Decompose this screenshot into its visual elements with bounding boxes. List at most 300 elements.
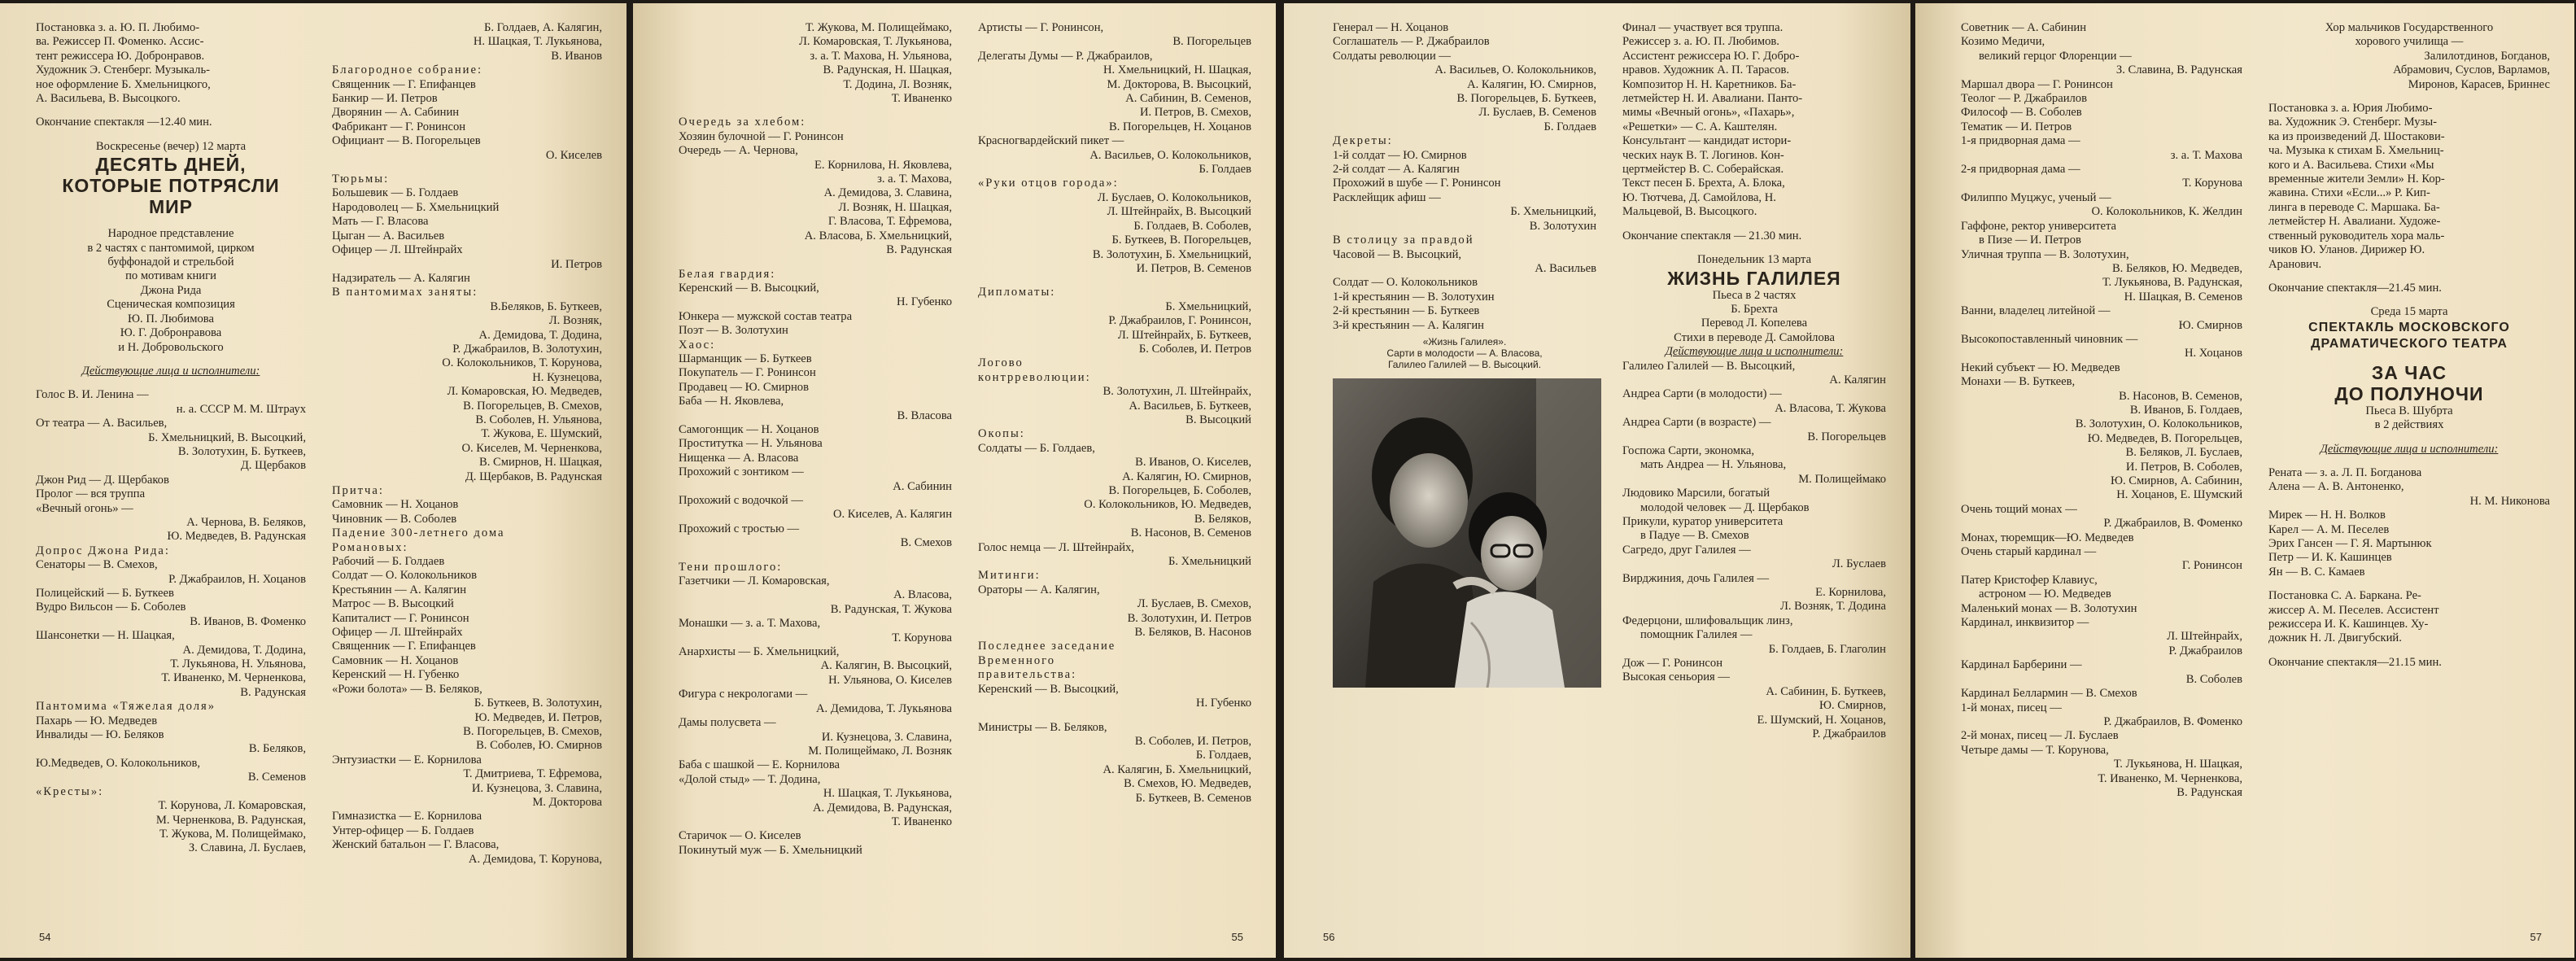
text-line: В. Золотухин, Б. Хмельницкий, xyxy=(1092,247,1251,261)
text-line: А. Калягин, Ю. Смирнов, xyxy=(1122,470,1251,483)
text-line: Н. Шацкая, В. Семенов xyxy=(2124,290,2242,304)
text-line: мать Андреа — Н. Ульянова, xyxy=(1640,458,1787,472)
text-line: Хозяин булочной — Г. Ронинсон xyxy=(679,129,844,143)
spacer xyxy=(2268,272,2550,282)
text-line: М. Черненкова, В. Радунская, xyxy=(155,813,306,827)
text-line: О. Киселев, А. Калягин xyxy=(832,508,952,522)
text-line: Пахарь — Ю. Медведев xyxy=(36,714,158,727)
spacer xyxy=(36,130,306,140)
text-line: В. Погорельцев, В. Смехов, xyxy=(463,724,602,738)
text-line: В. Соболев, И. Петров, xyxy=(1134,734,1251,748)
text-line: Кардинал, инквизитор — xyxy=(1961,616,2089,630)
text-line: Самовник — Н. Хоцанов xyxy=(332,498,459,512)
text-line: Падение 300-летнего дома xyxy=(332,526,505,540)
spacer xyxy=(2268,579,2550,589)
text-line: ка из произведений Д. Шостакови- xyxy=(2268,129,2445,143)
text-line: Полицейский — Б. Буткеев xyxy=(36,587,174,600)
text-line: Прохожий в шубе — Г. Ронинсон xyxy=(1333,177,1501,190)
text-line: Некий субъект — Ю. Медведев xyxy=(1961,360,2120,374)
text-line: временные жители Земли» Н. Кор- xyxy=(2268,173,2445,186)
text-line: «Долой стыд» — Т. Додина, xyxy=(679,772,821,786)
text-line: А. Сабинин, Б. Буткеев, xyxy=(1766,684,1886,698)
text-line: Прохожий с водочкой — xyxy=(679,494,803,507)
text-line: Д. Щербаков xyxy=(240,459,306,473)
spacer xyxy=(978,276,1251,286)
text-line: О. Колокольников, Ю. Медведев, xyxy=(1084,498,1251,512)
text-line: 1-й крестьянин — В. Золотухин xyxy=(1333,290,1495,304)
page-55-column-2 xyxy=(965,21,1276,925)
page-56-column-1 xyxy=(1284,21,1609,925)
text-line: А. Демидова, В. Радунская, xyxy=(812,801,952,815)
text-line: 2-я придворная дама — xyxy=(1961,163,2080,177)
text-line: Л. Возняк, Н. Шацкая, xyxy=(838,200,952,214)
text-line: В. Соболев, Н. Ульянова, xyxy=(475,413,602,426)
text-line: Филиппо Муцжус, ученый — xyxy=(1961,190,2111,204)
text-line: Постановка з. а. Юрия Любимо- xyxy=(2268,102,2433,116)
page-55 xyxy=(633,3,1276,958)
text-line: А. Власова, Т. Жукова xyxy=(1775,401,1886,415)
text-line: Очень старый кардинал — xyxy=(1961,545,2097,559)
text-line: ДРАМАТИЧЕСКОГО ТЕАТРА xyxy=(2311,336,2508,351)
text-line: Священник — Г. Епифанцев xyxy=(332,77,476,91)
text-line: з. а. Т. Махова, Н. Ульянова, xyxy=(810,49,952,63)
text-line: Ю.Медведев, О. Колокольников, xyxy=(36,756,201,770)
text-line: Нищенка — А. Власова xyxy=(679,451,799,465)
text-line: астроном — Ю. Медведев xyxy=(1979,588,2111,601)
text-line: ДО ПОЛУНОЧИ xyxy=(2334,382,2484,404)
text-line: И. Петров, В. Семенов xyxy=(1136,261,1251,275)
text-line: Воскресенье (вечер) 12 марта xyxy=(95,139,247,153)
text-line: Окопы: xyxy=(978,427,1025,441)
text-line: Сагредо, друг Галилея — xyxy=(1622,543,1751,557)
text-line: Б. Хмельницкий, В. Высоцкий, xyxy=(148,430,306,444)
text-line: Тематик — И. Петров xyxy=(1961,120,2072,133)
text-line: Шарманщик — Б. Буткеев xyxy=(679,352,812,365)
text-line: Допрос Джона Рида: xyxy=(36,544,170,557)
text-line: жавина. Стихи «Если...» Р. Кип- xyxy=(2268,186,2430,200)
text-line: Митинги: xyxy=(978,569,1041,583)
text-line: Ю. Смирнов xyxy=(2178,318,2242,332)
spacer xyxy=(679,258,952,268)
text-line: М. Полищеймако xyxy=(1798,472,1886,486)
text-line: Б. Соболев, И. Петров xyxy=(1138,342,1251,356)
text-line: Т. Иваненко xyxy=(891,815,952,828)
spacer xyxy=(332,163,602,173)
text-line: ЗА ЧАС xyxy=(2371,361,2447,383)
text-line: А. Васильева, В. Высоцкого. xyxy=(36,92,181,106)
page-56 xyxy=(1284,3,1910,958)
text-line: Козимо Медичи, xyxy=(1961,35,2046,49)
text-line: Уличная труппа — В. Золотухин, xyxy=(1961,247,2129,261)
text-line: Е. Корнилова, Н. Яковлева, xyxy=(814,158,952,172)
right-spread xyxy=(1284,3,2576,958)
text-line: Энтузиастки — Е. Корнилова xyxy=(332,753,482,767)
text-line: В. Семенов xyxy=(247,771,306,784)
text-line: чиков Ю. Уланов. Дирижер Ю. xyxy=(2268,243,2425,257)
text-line: Т. Жукова, М. Полищеймако, xyxy=(159,827,306,841)
text-line: Р. Джабраилов xyxy=(2168,644,2242,657)
text-line: Философ — В. Соболев xyxy=(1961,106,2082,120)
text-line: Л. Возняк, xyxy=(548,314,602,328)
text-line: в Падуе — В. Смехов xyxy=(1640,529,1749,543)
text-line: Т. Жукова, М. Полищеймако, xyxy=(806,21,952,34)
text-line: ственный руководитель хора маль- xyxy=(2268,229,2445,242)
text-line: В. Радунская, Н. Шацкая, xyxy=(823,63,952,77)
text-line: В. Смехов xyxy=(900,536,952,550)
text-line: Цыган — А. Васильев xyxy=(332,229,445,242)
text-line: Пьеса в 2 частях xyxy=(1712,288,1797,302)
text-line: Р. Джабраилов, Н. Хоцанов xyxy=(168,572,306,586)
text-line: В. Радунская xyxy=(2177,785,2242,799)
text-line: Прикули, куратор университета xyxy=(1622,515,1784,528)
text-line: Б. Буткеев, В. Золотухин, xyxy=(474,697,602,710)
text-line: Дипломаты: xyxy=(978,286,1056,299)
text-line: И. Петров xyxy=(551,257,602,271)
page-number: 57 xyxy=(2530,931,2542,943)
text-line: Б. Брехта xyxy=(1731,302,1778,316)
text-line: Офицер — Л. Штейнрайх xyxy=(332,243,463,257)
photo-caption-line: «Жизнь Галилея». xyxy=(1422,335,1507,347)
text-line: Н. Губенко xyxy=(897,295,952,309)
text-line: Н. Хоцанов xyxy=(2184,347,2242,360)
text-line: н. а. СССР М. М. Штраух xyxy=(176,402,306,416)
text-line: Н. Хмельницкий, Н. Шацкая, xyxy=(1102,63,1251,77)
text-line: Андреа Сарти (в молодости) — xyxy=(1622,387,1782,401)
text-line: Декреты: xyxy=(1333,134,1393,148)
text-line: В. Беляков, xyxy=(248,742,306,756)
text-line: А. Демидова, Т. Лукьянова xyxy=(815,701,952,715)
text-line: А. Васильев, О. Колокольников, xyxy=(1089,148,1251,162)
spacer xyxy=(978,711,1251,721)
spacer xyxy=(36,355,306,365)
text-line: Т. Лукьянова, Н. Ульянова, xyxy=(170,657,306,671)
text-line: В столицу за правдой xyxy=(1333,234,1474,247)
text-line: Т. Иваненко, М. Черненкова, xyxy=(2098,771,2242,785)
text-line: В. Золотухин, И. Петров xyxy=(1127,611,1251,625)
text-line: з. а. Т. Махова, xyxy=(877,173,952,186)
text-line: В. Власова xyxy=(897,408,952,422)
spacer xyxy=(1622,220,1886,229)
text-line: Патер Кристофер Клавиус, xyxy=(1961,573,2098,587)
text-line: Вудро Вильсон — Б. Соболев xyxy=(36,601,186,614)
text-line: дожник Н. Л. Двигубский. xyxy=(2268,631,2402,645)
text-line: З. Славина, Л. Буслаев, xyxy=(188,841,306,855)
text-line: Н. М. Никонова xyxy=(2469,494,2550,508)
text-line: Сценическая композиция xyxy=(107,298,235,312)
text-line: Б. Хмельницкий, xyxy=(1165,299,1251,313)
text-line: Б. Голдаев, А. Калягин, xyxy=(483,21,602,34)
text-line: нравов. Художник А. П. Тарасов. xyxy=(1622,63,1790,77)
text-line: Самогонщик — Н. Хоцанов xyxy=(679,422,819,436)
text-line: В. Смирнов, Н. Шацкая, xyxy=(479,456,602,470)
text-line: Н. Шацкая, Т. Лукьянова, xyxy=(473,35,602,49)
text-line: Т. Корунова xyxy=(2182,177,2242,190)
text-line: Дамы полусвета — xyxy=(679,716,776,730)
text-line: Д. Щербаков, В. Радунская xyxy=(465,470,602,483)
text-line: А. Демидова, Т. Додина, xyxy=(182,643,306,657)
text-line: М. Докторова xyxy=(532,795,602,809)
text-line: А. Демидова, Т. Корунова, xyxy=(468,852,602,866)
text-line: Андреа Сарти (в возрасте) — xyxy=(1622,416,1771,430)
text-line: В. Соболев, Ю. Смирнов xyxy=(476,739,602,753)
text-line: Часовой — В. Высоцкий, xyxy=(1333,247,1462,261)
text-line: Гаффоне, ректор университета xyxy=(1961,219,2117,233)
spacer xyxy=(1622,243,1886,253)
text-line: Г. Ронинсон xyxy=(2181,559,2242,573)
text-line: В. Беляков, В. Насонов xyxy=(1134,626,1251,640)
text-line: летмейстер Н. И. Авалиани. Панто- xyxy=(1622,92,1803,106)
text-line: Людовико Марсили, богатый xyxy=(1622,487,1770,500)
text-line: молодой человек — Д. Щербаков xyxy=(1640,500,1810,514)
spacer xyxy=(36,106,306,116)
text-line: Петр — И. К. Кашинцев xyxy=(2268,551,2392,565)
left-spread xyxy=(0,3,1276,958)
text-line: Официант — В. Погорельцев xyxy=(332,134,481,148)
text-line: Б. Голдаев, Б. Глаголин xyxy=(1768,642,1886,656)
text-line: Прохожий с тростью — xyxy=(679,522,800,535)
text-line: Монах, тюремщик—Ю. Медведев xyxy=(1961,531,2134,544)
text-line: КОТОРЫЕ ПОТРЯСЛИ xyxy=(62,175,280,197)
text-line: Л. Штейнрайх, xyxy=(2167,630,2242,644)
text-line: Священник — Г. Епифанцев xyxy=(332,640,476,653)
text-line: Миронов, Карасев, Бриннес xyxy=(2408,77,2550,91)
text-line: режиссера И. К. Кашинцев. Ху- xyxy=(2268,618,2429,631)
text-line: В. Насонов, В. Семенов xyxy=(1130,526,1251,540)
text-line: Н. Хоцанов, Е. Шумский xyxy=(2116,488,2242,502)
text-line: В. Погорельцев, Б. Соболев, xyxy=(1108,484,1251,497)
text-line: Финал — участвует вся труппа. xyxy=(1622,21,1784,34)
text-line: Б. Голдаев xyxy=(1198,163,1251,177)
text-line: ческих наук В. Т. Логинов. Кон- xyxy=(1622,148,1784,162)
text-line: Ю. Медведев, И. Петров, xyxy=(474,710,602,724)
text-line: Б. Хмельницкий, xyxy=(1510,205,1596,219)
text-line: Художник Э. Стенберг. Музыкаль- xyxy=(36,63,210,77)
text-line: Делегаты Думы — Р. Джабраилов, xyxy=(978,49,1153,63)
text-line: О. Колокольников, К. Желдин xyxy=(2091,205,2242,219)
text-line: Мать — Г. Власова xyxy=(332,215,429,229)
text-line: А. Калягин xyxy=(1829,373,1886,387)
text-line: Расклейщик афиш — xyxy=(1333,190,1441,204)
text-line: Н. Ульянова, О. Киселев xyxy=(828,673,952,687)
text-line: Б. Голдаев, xyxy=(1195,749,1251,762)
text-line: О. Киселев xyxy=(545,148,602,162)
text-line: Высокопоставленный чиновник — xyxy=(1961,332,2138,346)
text-line: Л. Буслаев, В. Семенов xyxy=(1478,106,1596,120)
text-line: Т. Корунова xyxy=(892,631,952,644)
text-line: Л. Комаровская, Ю. Медведев, xyxy=(447,385,602,399)
text-line: Б. Голдаев xyxy=(1543,120,1596,133)
page-number: 56 xyxy=(1323,931,1335,943)
text-line: Вирджиния, дочь Галилея — xyxy=(1622,571,1770,585)
text-line: Джона Рида xyxy=(140,283,202,297)
text-line: Текст песен Б. Брехта, А. Блока, xyxy=(1622,177,1785,190)
text-line: Перевод Л. Копелева xyxy=(1701,317,1808,330)
text-line: в 2 действиях xyxy=(2374,418,2444,432)
text-line: В. Соболев xyxy=(2185,672,2242,686)
text-line: Абрамович, Суслов, Варламов, xyxy=(2393,63,2550,77)
text-line: В. Иванов, О. Киселев, xyxy=(1135,456,1251,470)
text-line: Унтер-офицер — Б. Голдаев xyxy=(332,823,474,837)
text-line: От театра — А. Васильев, xyxy=(36,417,168,430)
text-line: Т. Жукова, Е. Шумский, xyxy=(481,427,602,441)
text-line: Мальцевой, В. Высоцкого. xyxy=(1622,205,1757,219)
text-line: А. Чернова, В. Беляков, xyxy=(186,515,306,529)
text-line: Высокая сеньория — xyxy=(1622,671,1730,684)
text-line: летмейстер Н. Авалиани. Художе- xyxy=(2268,215,2441,229)
text-line: В. Золотухин, О. Колокольников, xyxy=(2075,417,2242,431)
text-line: Монашки — з. а. Т. Махова, xyxy=(679,617,821,631)
text-line: Белая гвардия: xyxy=(679,267,776,281)
text-line: Газетчики — Л. Комаровская, xyxy=(679,574,830,588)
text-line: В. Погорельцев, Н. Хоцанов xyxy=(1108,120,1251,133)
text-line: Анархисты — Б. Хмельницкий, xyxy=(679,645,840,659)
text-line: 1-я придворная дама — xyxy=(1961,134,2080,148)
text-line: Р. Джабраилов, В. Фоменко xyxy=(2103,714,2242,728)
text-line: Солдаты революции — xyxy=(1333,49,1452,63)
text-line: Ю. Смирнов, xyxy=(1818,699,1886,713)
text-line: 2-й крестьянин — Б. Буткеев xyxy=(1333,304,1480,318)
spacer xyxy=(679,551,952,561)
spacer xyxy=(679,106,952,116)
text-line: кого и А. Васильева. Стихи «Мы xyxy=(2268,158,2434,172)
text-line: В. Радунская xyxy=(886,243,952,257)
text-line: Керенский — В. Высоцкий, xyxy=(679,281,819,295)
text-line: Крестьянин — А. Калягин xyxy=(332,583,466,596)
text-line: Действующие лица и исполнители: xyxy=(2320,442,2499,456)
text-line: МИР xyxy=(148,196,194,218)
text-line: В. Радунская, Т. Жукова xyxy=(830,602,952,616)
text-line: Л. Комаровская, Т. Лукьянова, xyxy=(798,35,952,49)
text-line: Композитор Н. Н. Каретников. Ба- xyxy=(1622,77,1797,91)
text-line: Советник — А. Сабинин xyxy=(1961,21,2087,34)
spacer xyxy=(2268,295,2550,305)
text-line: Действующие лица и исполнители: xyxy=(81,364,260,378)
text-line: Солдат — О. Колокольников xyxy=(332,569,477,583)
text-line: В. Иванов, Б. Голдаев, xyxy=(2129,403,2242,417)
text-line: Ванни, владелец литейной — xyxy=(1961,304,2111,318)
text-line: Т. Додина, Л. Возняк, xyxy=(843,77,952,91)
text-line: Н. Губенко xyxy=(1196,697,1251,710)
text-line: В. Беляков, xyxy=(1194,512,1251,526)
text-line: Залилотдинов, Богданов, xyxy=(2424,49,2550,63)
text-line: Четыре дамы — Т. Корунова, xyxy=(1961,743,2109,757)
text-line: О. Колокольников, Т. Корунова, xyxy=(442,356,602,370)
text-line: Среда 15 марта xyxy=(2370,305,2448,319)
page-55-column-1 xyxy=(633,21,965,925)
text-line: Самовник — Н. Хоцанов xyxy=(332,653,459,667)
text-line: Пролог — вся труппа xyxy=(36,487,146,501)
page-57 xyxy=(1915,3,2574,958)
text-line: А. Сабинин xyxy=(893,479,952,493)
text-line: великий герцог Флоренции — xyxy=(1979,49,2132,63)
text-line: Продавец — Ю. Смирнов xyxy=(679,380,809,394)
text-line: Хаос: xyxy=(679,338,716,352)
text-line: Покупатель — Г. Ронинсон xyxy=(679,366,816,380)
text-line: Б. Буткеев, В. Погорельцев, xyxy=(1111,234,1251,247)
text-line: В. Иванов, В. Фоменко xyxy=(190,614,306,628)
text-line: Фабрикант — Г. Ронинсон xyxy=(332,120,466,133)
text-line: 1-й монах, писец — xyxy=(1961,701,2062,714)
text-line: Т. Иваненко xyxy=(891,92,952,106)
text-line: А. Васильев, Б. Буткеев, xyxy=(1129,399,1251,413)
text-line: Министры — В. Беляков, xyxy=(978,720,1107,734)
text-line: В. Погорельцев xyxy=(1172,35,1251,49)
text-line: «Кресты»: xyxy=(36,784,104,798)
text-line: 2-й монах, писец — Л. Буслаев xyxy=(1961,729,2119,743)
text-line: Юнкера — мужской состав театра xyxy=(679,309,853,323)
text-line: Т. Дмитриева, Т. Ефремова, xyxy=(463,767,602,781)
text-line: Ю. Тютчева, Д. Самойлова, Н. xyxy=(1622,190,1776,204)
text-line: В. Иванов xyxy=(551,49,602,63)
page-54 xyxy=(0,3,627,958)
text-line: Р. Джабраилов, Г. Ронинсон, xyxy=(1108,314,1251,328)
text-line: «Рожи болота» — В. Беляков, xyxy=(332,682,482,696)
text-line: Шансонетки — Н. Шацкая, xyxy=(36,629,175,643)
text-line: Л. Возняк, Т. Додина xyxy=(1779,600,1886,614)
text-line: Голос В. И. Ленина — xyxy=(36,388,149,402)
text-line: ЖИЗНЬ ГАЛИЛЕЯ xyxy=(1667,267,1841,289)
spacer xyxy=(2268,433,2550,443)
text-line: В. Беляков, Ю. Медведев, xyxy=(2111,261,2242,275)
text-line: Стихи в переводе Д. Самойлова xyxy=(1674,330,1835,344)
text-line: Очередь — А. Чернова, xyxy=(679,144,798,158)
text-line: ва. Режиссер П. Фоменко. Ассис- xyxy=(36,35,204,49)
text-line: Генерал — Н. Хоцанов xyxy=(1333,21,1449,34)
text-line: Прохожий с зонтиком — xyxy=(679,465,804,479)
text-line: Т. Корунова, Л. Комаровская, xyxy=(158,799,306,813)
text-line: Артисты — Г. Ронинсон, xyxy=(978,21,1104,34)
text-line: Последнее заседание xyxy=(978,640,1116,653)
text-line: А. Сабинин, В. Семенов, xyxy=(1125,92,1251,106)
text-line: Рената — з. а. Л. П. Богданова xyxy=(2268,465,2422,479)
text-line: Керенский — Н. Губенко xyxy=(332,668,460,682)
text-line: Капиталист — Г. Ронинсон xyxy=(332,611,469,625)
text-line: В. Погорельцев, В. Смехов, xyxy=(463,399,602,413)
text-line: Солдат — О. Колокольников xyxy=(1333,276,1478,290)
text-line: В. Золотухин, Л. Штейнрайх, xyxy=(1102,385,1251,399)
text-line: жиссер А. М. Песелев. Ассистент xyxy=(2268,603,2439,617)
text-line: Красногвардейский пикет — xyxy=(978,134,1124,148)
text-line: Ян — В. С. Камаев xyxy=(2268,565,2365,579)
text-line: Проститутка — Н. Ульянова xyxy=(679,437,823,451)
page-57-column-2 xyxy=(2255,21,2574,925)
text-line: Карел — А. М. Песелев xyxy=(2268,522,2390,536)
spacer xyxy=(2268,646,2550,656)
text-line: Народоволец — Б. Хмельницкий xyxy=(332,200,500,214)
text-line: Солдаты — Б. Голдаев, xyxy=(978,441,1095,455)
text-line: Госпожа Сарти, экономка, xyxy=(1622,443,1755,457)
text-line: Ю. П. Любимова xyxy=(128,312,214,325)
text-line: Фигура с некрологами — xyxy=(679,688,808,701)
text-line: Ораторы — А. Калягин, xyxy=(978,583,1100,596)
text-line: Маленький монах — В. Золотухин xyxy=(1961,601,2137,615)
text-line: Ю. Медведев, В. Радунская xyxy=(167,530,306,544)
text-line: Хор мальчиков Государственного xyxy=(2325,21,2494,34)
text-line: Ю. Смирнов, А. Сабинин, xyxy=(2110,474,2242,487)
text-line: Т. Лукьянова, В. Радунская, xyxy=(2102,276,2242,290)
text-line: Л. Штейнрайх, В. Высоцкий xyxy=(1107,205,1251,219)
text-line: Женский батальон — Г. Власова, xyxy=(332,838,500,852)
text-line: Н. Кузнецова, xyxy=(532,370,602,384)
text-line: Большевик — Б. Голдаев xyxy=(332,186,459,200)
text-line: Маршал двора — Г. Ронинсон xyxy=(1961,77,2113,91)
text-line: А. Васильев xyxy=(1535,261,1596,275)
text-line: А. Власова, xyxy=(893,588,952,602)
spacer xyxy=(36,217,306,227)
text-line: Логово xyxy=(978,356,1024,370)
text-line: Голос немца — Л. Штейнрайх, xyxy=(978,540,1134,554)
text-line: Баба с шашкой — Е. Корнилова xyxy=(679,758,840,772)
